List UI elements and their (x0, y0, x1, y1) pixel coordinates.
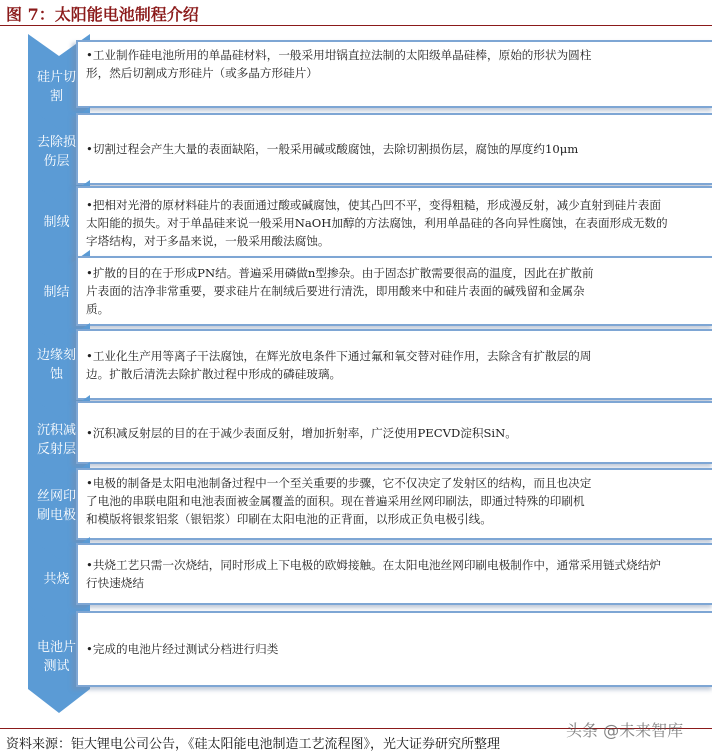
step-description: •扩散的目的在于形成PN结。普遍采用磷做n型掺杂。由于固态扩散需要很高的温度，因此在扩散前 片表面的洁净非常重要，要求硅片在制绒后要进行清洗，即用酸来中和硅片表面的碱残留和金属杂 质。 (86, 266, 594, 316)
step-description: •工业制作硅电池所用的单晶硅材料，一般采用坩锅直拉法制的太阳级单晶硅棒，原始的形状为圆柱 形，然后切割成方形硅片（或多晶方形硅片） (86, 48, 592, 80)
step-description-box (76, 329, 712, 400)
source-note: 资料来源：钜大锂电公司公告，《硅太阳能电池制造工艺流程图》，光大证券研究所整理 (6, 737, 501, 752)
step-label: 共烧 (43, 572, 70, 587)
step-label: 丝网印刷电极 (36, 489, 76, 523)
step-description-box (76, 186, 712, 259)
step-description: •把相对光滑的原材料硅片的表面通过酸或碱腐蚀，使其凸凹不平，变得粗糙，形成漫反射，减少直射到硅片表面 太阳能的损失。对于单晶硅来说一般采用NaOH加醇的方法腐蚀，利用单晶硅的各向异性腐蚀，在表面形成无数的 字塔结构，对于多晶来说，一般采用酸法腐蚀。 (86, 197, 668, 248)
step-label: 制结 (43, 285, 70, 300)
step-description-box (76, 468, 712, 540)
step-description-box (76, 113, 712, 185)
step-description: •工业化生产用等离子干法腐蚀，在辉光放电条件下通过氟和氧交替对硅作用，去除含有扩散层的周 边。扩散后清洗去除扩散过程中形成的磷硅玻璃。 (86, 348, 592, 381)
top-rule (0, 25, 712, 26)
step-description-box (76, 256, 712, 326)
step-description-box (76, 401, 712, 464)
step-label: 硅片切割 (36, 70, 76, 104)
step-description-box (76, 40, 712, 108)
step-description: •电极的制备是太阳电池制备过程中一个至关重要的步骤，它不仅决定了发射区的结构，而且也决定 了电池的串联电阻和电池表面被金属覆盖的面积。现在普遍采用丝网印刷法，即通过特殊的印刷机 和模版将银浆铝浆（银铝浆）印刷在太阳电池的正背面，以形成正负电极引线。 (86, 476, 592, 526)
figure-title: 图 7：太阳能电池制程介绍 (6, 5, 199, 24)
step-description: •切割过程会产生大量的表面缺陷，一般采用碱或酸腐蚀，去除切割损伤层，腐蚀的厚度约10μm (86, 142, 579, 156)
step-description: •完成的电池片经过测试分档进行归类 (86, 642, 279, 656)
step-description: •沉积减反射层的目的在于减少表面反射，增加折射率，广泛使用PECVD淀积SiN。 (86, 425, 517, 440)
watermark: 头条 @未来智库 (566, 721, 684, 740)
step-label: 制绒 (43, 215, 70, 230)
step-label: 电池片测试 (36, 640, 76, 674)
step-description: •共烧工艺只需一次烧结，同时形成上下电极的欧姆接触。在太阳电池丝网印刷电极制作中，通常采用链式烧结炉 行快速烧结 (86, 558, 661, 590)
step-label: 沉积减反射层 (36, 423, 76, 457)
step-description-box (76, 543, 712, 605)
step-label: 去除损伤层 (36, 135, 76, 169)
step-description-box (76, 611, 712, 687)
step-label: 边缘刻蚀 (36, 348, 76, 382)
